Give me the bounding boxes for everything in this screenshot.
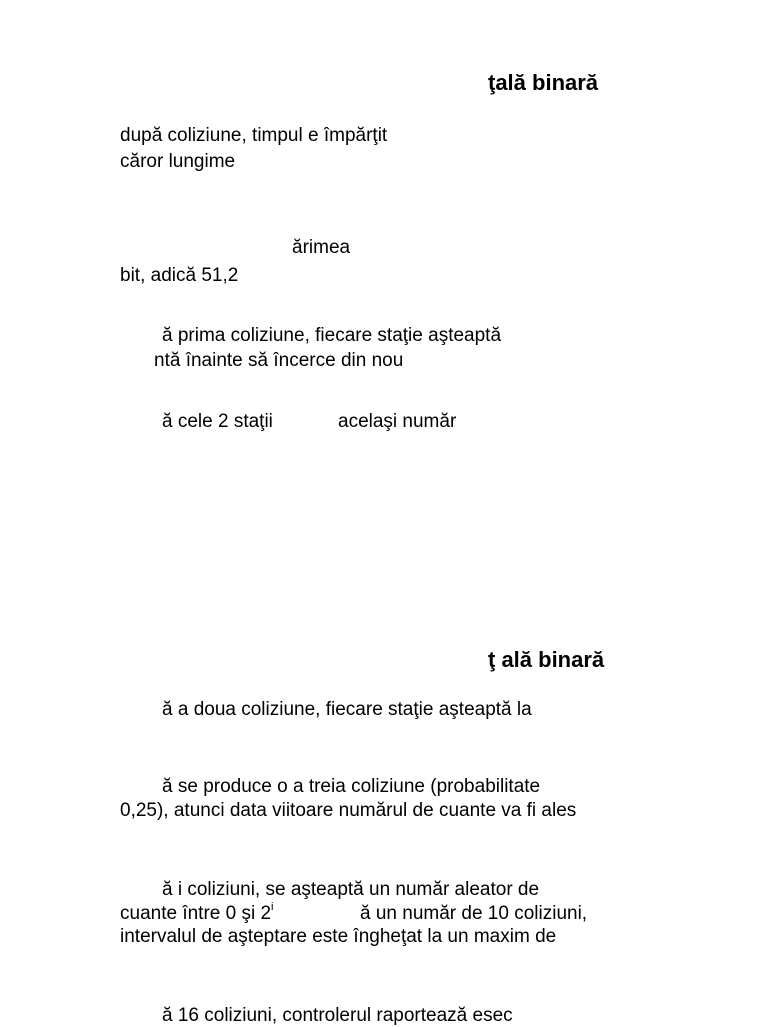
text-segment: cuante între 0 şi 2 <box>120 903 272 924</box>
text-line <box>120 903 274 925</box>
text-line: ă se produce o a treia coliziune (probabilitate <box>162 776 541 797</box>
text-line: acelaşi număr <box>338 411 457 432</box>
text-line: ă cele 2 staţii <box>162 411 273 432</box>
text-line: bit, adică 51,2 <box>120 265 239 286</box>
text-line: ntă înainte să încerce din nou <box>154 350 404 371</box>
text-line: ă un număr de 10 coliziuni, <box>360 903 588 924</box>
text-line: intervalul de aşteptare este îngheţat la un maxim de <box>120 926 557 947</box>
text-line: 0,25), atunci data viitoare numărul de cuante va fi ales <box>120 800 577 821</box>
text-line: căror lungime <box>120 151 236 172</box>
slide-1 <box>0 0 768 512</box>
text-line: ă a doua coliziune, fiecare staţie aşteaptă la <box>162 699 532 720</box>
slide-2 <box>0 512 768 1024</box>
slide-title: ţală binară <box>488 70 599 95</box>
text-line: ă prima coliziune, fiecare staţie aşteaptă <box>162 325 502 346</box>
text-line: după coliziune, timpul e împărţit <box>120 125 388 146</box>
superscript: i <box>271 901 274 913</box>
text-line: ă i coliziuni, se aşteaptă un număr aleator de <box>162 879 540 900</box>
slide-title: ţ ală binară <box>488 647 605 672</box>
text-line: ărimea <box>292 237 351 258</box>
text-line: ă 16 coliziuni, controlerul raportează esec <box>162 1005 513 1026</box>
